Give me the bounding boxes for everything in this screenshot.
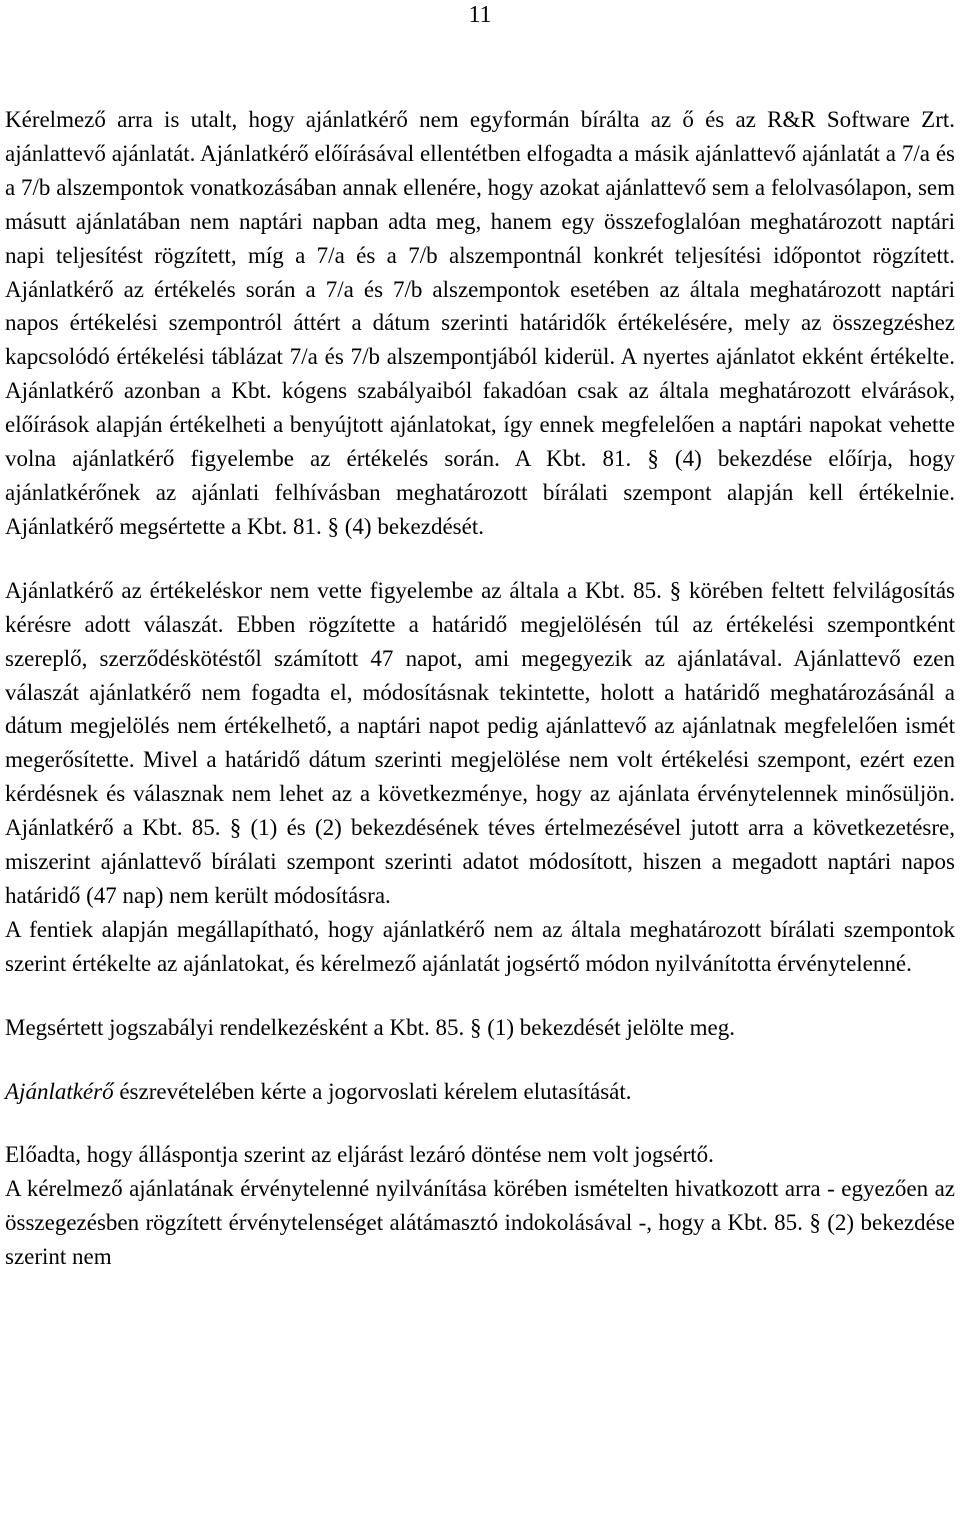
paragraph-clarification-response: Ajánlatkérő az értékeléskor nem vette figyelembe az általa a Kbt. 85. § körében feltett felvilágosítás kérésre adott válaszát. Ebben rögzítette a határidő megjelölésén túl az értékelési szempontként szereplő, szerződéskötéstől számított 47 napot, ami megegyezik az ajánlatával. Ajánlattevő ezen válaszát ajánlatkérő nem fogadta el, módosításnak tekintette, holott a határidő meghatározásánál a dátum megjelölés nem értékelhető, a naptári napot pedig ajánlattevő az ajánlatnak megfelelően ismét megerősítette. Mivel a határidő dátum szerinti megjelölése nem volt értékelési szempont, ezért ezen kérdésnek és válasznak nem lehet az a következménye, hogy az ajánlata érvénytelennek minősüljön. Ajánlatkérő a Kbt. 85. § (1) és (2) bekezdésének téves értelmezésével jutott arra a következetésre, miszerint ajánlattevő bírálati szempont szerinti adatot módosított, hiszen a megadott naptári napos határidő (47 nap) nem került módosításra. [5,577,955,908]
respondent-subject: Ajánlatkérő [5,1078,114,1104]
page-number: 11 [468,2,492,28]
paragraph-invalidity-reasoning: A kérelmező ajánlatának érvénytelenné nyilvánítása körében ismételten hivatkozott arra - egyezően az összegezésben rögzített érvénytelenséget alátámasztó indokolásával -, hogy a Kbt. 85. § (2) bekezdése szerint nem [5,1176,955,1270]
paragraph-respondent-request [5,1075,955,1109]
paragraph-respondent-position: Előadta, hogy álláspontja szerint az eljárást lezáró döntése nem volt jogsértő. [5,1142,714,1168]
respondent-request-text: észrevételében kérte a jogorvoslati kérelem elutasítását. [113,1078,632,1104]
document-body [5,103,955,1274]
paragraph-claimant-argument: Kérelmező arra is utalt, hogy ajánlatkérő nem egyformán bírálta az ő és az R&R Software Zrt. ajánlattevő ajánlatát. Ajánlatkérő előírásával ellentétben elfogadta a másik ajánlattevő ajánlatát a 7/a és a 7/b alszempontok vonatkozásában annak ellenére, hogy azokat ajánlattevő sem a felolvasólapon, sem másutt ajánlatában nem naptári napban adta meg, hanem egy összefoglalóan meghatározott naptári napi teljesítést rögzített, míg a 7/a és a 7/b alszempontnál konkrét teljesítési időpontot rögzített. Ajánlatkérő az értékelés során a 7/a és 7/b alszempontok esetében az általa meghatározott naptári napos értékelési szempontról áttért a dátum szerinti határidők értékelésére, mely az összegzéshez kapcsolódó értékelési táblázat 7/a és 7/b alszempontjából kiderül. A nyertes ajánlatot ekként értékelte. Ajánlatkérő azonban a Kbt. kógens szabályaiból fakadóan csak az általa meghatározott elvárások, előírások alapján értékelheti a benyújtott ajánlatokat, így ennek megfelelően a naptári napokat vehette volna ajánlatkérő figyelembe az értékelés során. A Kbt. 81. § (4) bekezdése előírja, hogy ajánlatkérőnek az ajánlati felhívásban meghatározott bírálati szempont alapján kell értékelnie. Ajánlatkérő megsértette a Kbt. 81. § (4) bekezdését. [5,107,955,539]
paragraph-conclusion: A fentiek alapján megállapítható, hogy ajánlatkérő nem az általa meghatározott bírálati szempontok szerint értékelte az ajánlatokat, és kérelmező ajánlatát jogsértő módon nyilvánította érvénytelenné. [5,916,955,976]
paragraph-violated-provision: Megsértett jogszabályi rendelkezésként a Kbt. 85. § (1) bekezdését jelölte meg. [5,1014,735,1040]
